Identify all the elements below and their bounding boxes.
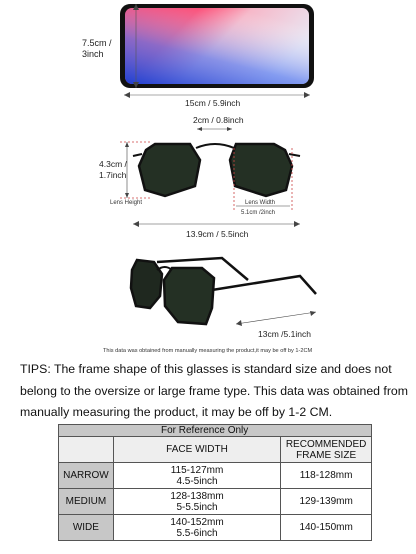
phone-height-label: 7.5cm / 3inch — [82, 38, 112, 59]
size-wide: WIDE — [59, 515, 114, 541]
face-width-cell — [113, 515, 280, 541]
phone-width-label: 15cm / 5.9inch — [185, 98, 241, 108]
face-width-inch: 5-5.5inch — [176, 501, 218, 513]
right-lens — [230, 144, 292, 196]
face-width-inch: 4.5-5inch — [176, 475, 218, 487]
lens-height-dim-label: 4.3cm / 1.7inch — [99, 159, 127, 180]
table-row — [59, 463, 372, 489]
table-row — [59, 515, 372, 541]
frame-size-cell: 140-150mm — [281, 515, 372, 541]
front-lens — [164, 268, 214, 324]
glasses-side-illustration — [0, 250, 416, 350]
back-lens — [131, 260, 162, 308]
lens-width-dim-label: 5.1cm /2inch — [241, 210, 276, 216]
left-lens — [139, 144, 200, 196]
face-width-cell — [113, 463, 280, 489]
table-title: For Reference Only — [59, 425, 372, 437]
face-width-mm: 128-138mm — [170, 490, 224, 502]
frame-size-cell: 118-128mm — [281, 463, 372, 489]
recommended-frame-header: RECOMMENDED FRAME SIZE — [281, 437, 372, 463]
total-width-label: 13.9cm / 5.5inch — [186, 229, 249, 239]
tips-paragraph: TIPS: The frame shape of this glasses is standard size and does not belong to the oversize or large frame type. This data was obtained from manually measuring the product, it may be off by 1-2 CM. — [20, 362, 409, 419]
temple-length-label: 13cm /5.1inch — [258, 329, 311, 339]
frame-size-cell: 129-139mm — [281, 489, 372, 515]
face-width-inch: 5.5-6inch — [176, 527, 218, 539]
face-width-mm: 115-127mm — [170, 464, 224, 476]
lens-height-caption: Lens Height — [110, 200, 143, 206]
table-row — [59, 489, 372, 515]
size-narrow: NARROW — [59, 463, 114, 489]
face-width-cell — [113, 489, 280, 515]
face-width-mm: 140-152mm — [170, 516, 224, 528]
lens-width-caption: Lens Width — [245, 200, 276, 206]
bridge-width-label: 2cm / 0.8inch — [193, 115, 244, 125]
face-width-header: FACE WIDTH — [113, 437, 280, 463]
size-reference-table — [58, 424, 372, 541]
size-medium: MEDIUM — [59, 489, 114, 515]
measurement-note: This data was obtained from manually measuring the product,it may be off by 1-2CM — [103, 348, 313, 354]
